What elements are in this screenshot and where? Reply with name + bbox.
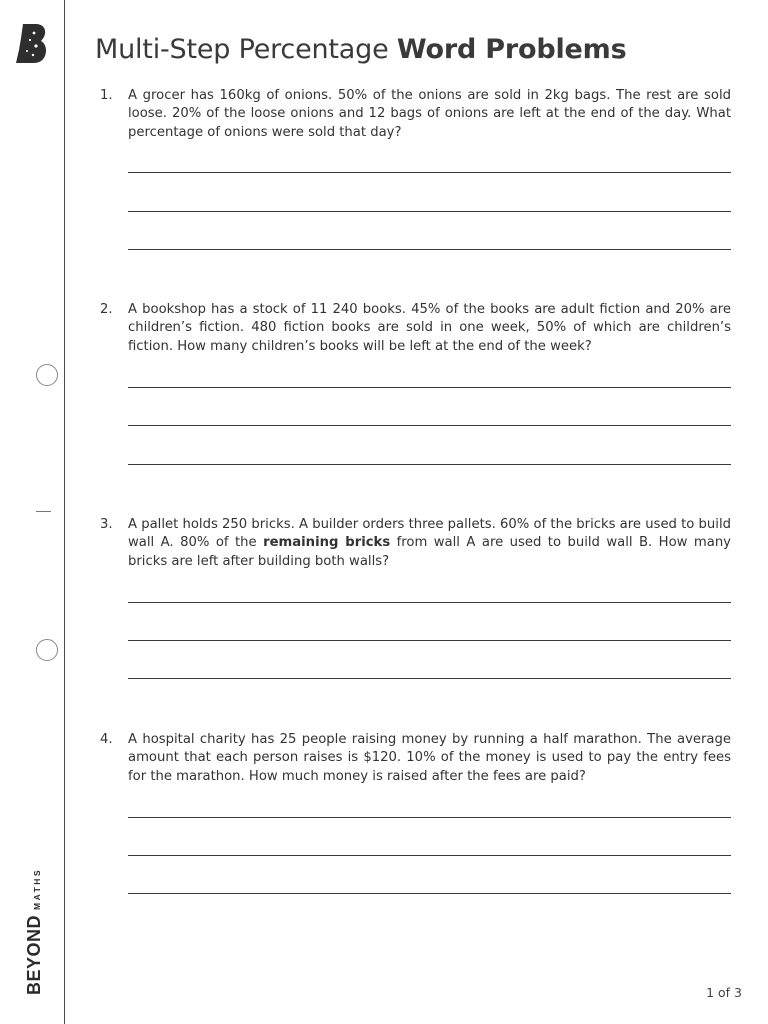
question-4 bbox=[100, 731, 731, 786]
answer-line[interactable] bbox=[128, 387, 731, 388]
title-bold: Word Problems bbox=[396, 34, 627, 65]
brand-main: BEYOND bbox=[24, 914, 44, 995]
answer-line[interactable] bbox=[128, 602, 731, 603]
brand-sub: MATHS bbox=[32, 867, 42, 910]
brand-wordmark bbox=[24, 868, 45, 995]
answer-line[interactable] bbox=[128, 249, 731, 250]
punch-hole-bottom bbox=[36, 639, 58, 661]
answer-line[interactable] bbox=[128, 464, 731, 465]
question-text bbox=[128, 516, 731, 571]
logo-letter: B bbox=[14, 22, 15, 23]
question-text-part: from wall A are used to build wall B. How many bricks are left after building both walls? bbox=[128, 535, 731, 569]
answer-line[interactable] bbox=[128, 425, 731, 426]
question-2 bbox=[100, 301, 731, 356]
question-1 bbox=[100, 87, 731, 142]
answer-line[interactable] bbox=[128, 817, 731, 818]
answer-line[interactable] bbox=[128, 678, 731, 679]
question-3 bbox=[100, 516, 731, 571]
margin-line bbox=[64, 0, 65, 1024]
answer-line[interactable] bbox=[128, 172, 731, 173]
question-text-part: A pallet holds 250 bricks. A builder orders three pallets. 60% of the bricks are used to build wall A. 80% of the bbox=[128, 517, 731, 551]
question-text: A bookshop has a stock of 11 240 books. 45% of the books are adult fiction and 20% are children’s fiction. 480 fiction books are sold in one week, 50% of which are children’s fiction. How many children’s books will be left at the end of the week? bbox=[128, 302, 731, 354]
answer-line[interactable] bbox=[128, 893, 731, 894]
question-number: 2. bbox=[100, 302, 113, 317]
punch-hole-top bbox=[36, 364, 58, 386]
question-number: 4. bbox=[100, 732, 113, 747]
fold-mark bbox=[36, 511, 51, 512]
question-number: 1. bbox=[100, 88, 113, 103]
question-text: A grocer has 160kg of onions. 50% of the onions are sold in 2kg bags. The rest are sold loose. 20% of the loose onions and 12 bags of onions are left at the end of the day. What percentage of onions were sold that day? bbox=[128, 88, 731, 140]
answer-line[interactable] bbox=[128, 640, 731, 641]
title-regular: Multi-Step Percentage bbox=[95, 34, 397, 65]
page-title bbox=[95, 34, 626, 65]
answer-line[interactable] bbox=[128, 211, 731, 212]
question-text-emphasis: remaining bricks bbox=[263, 535, 391, 551]
question-text: A hospital charity has 25 people raising money by running a half marathon. The average amount that each person raises is $120. 10% of the money is used to pay the entry fees for the marathon. How much money is raised after the fees are paid? bbox=[128, 732, 731, 784]
beyond-logo-icon bbox=[14, 22, 50, 66]
page-number: 1 of 3 bbox=[706, 985, 742, 1000]
question-number: 3. bbox=[100, 517, 113, 532]
answer-line[interactable] bbox=[128, 855, 731, 856]
